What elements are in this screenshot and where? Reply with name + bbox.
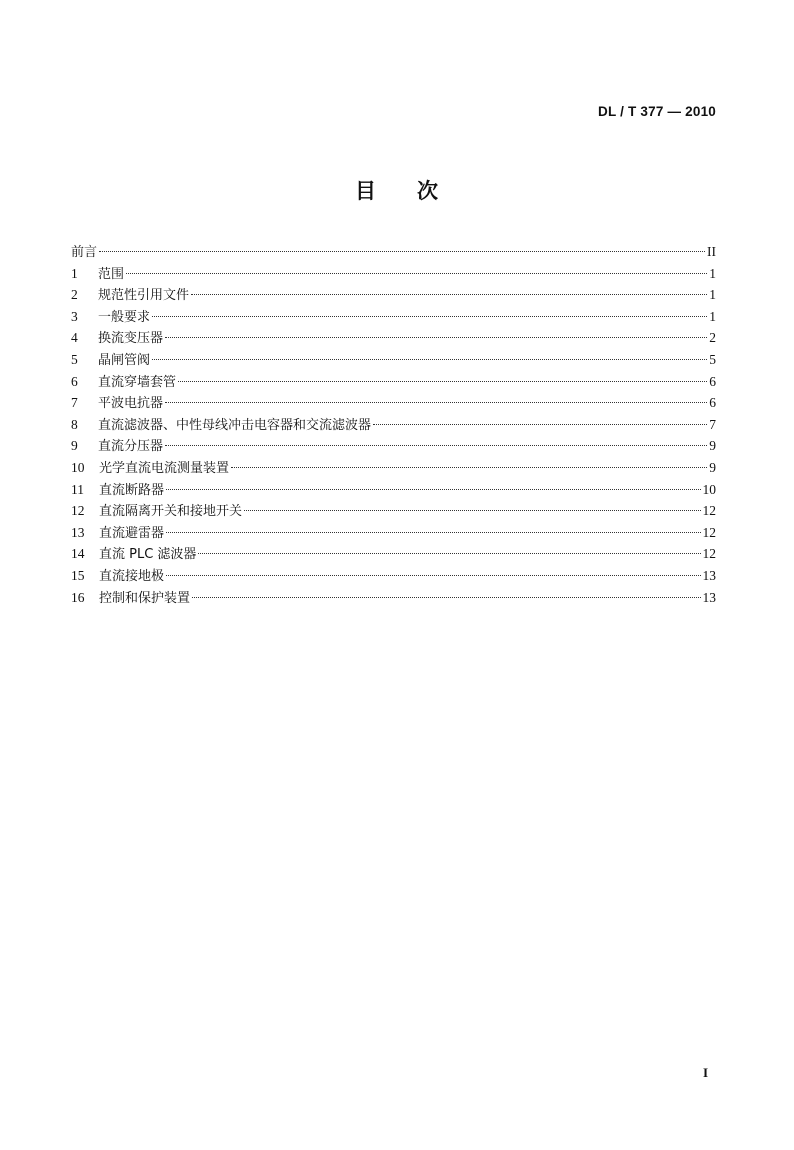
toc-entry-number: 4 — [71, 330, 78, 346]
toc-entry-page: 13 — [702, 567, 716, 583]
toc-entry-page: 9 — [709, 459, 716, 475]
toc-entry[interactable] — [71, 457, 716, 479]
toc-dot-leader — [165, 337, 707, 338]
toc-entry[interactable] — [71, 435, 716, 457]
toc-dot-leader — [126, 273, 707, 274]
toc-entry-label: 直流接地极 — [99, 568, 165, 584]
toc-entry-page: 1 — [709, 265, 716, 281]
toc-entry-number: 12 — [71, 503, 85, 519]
toc-entry-label: 直流分压器 — [98, 439, 164, 455]
document-code: DL / T 377 — 2010 — [598, 104, 716, 119]
toc-entry-label: 范围 — [98, 266, 125, 282]
toc-entry-page: 13 — [702, 589, 716, 605]
toc-dot-leader — [165, 402, 707, 403]
title-char-left: 目 — [355, 179, 377, 203]
toc-entry[interactable] — [71, 479, 716, 501]
toc-entry-number: 7 — [71, 395, 78, 411]
toc-entry-page: II — [707, 244, 716, 259]
toc-entry-number: 5 — [71, 351, 78, 367]
toc-entry-page: 1 — [709, 287, 716, 303]
toc-dot-leader — [166, 532, 700, 533]
page-title — [0, 175, 794, 205]
toc-entry-page: 2 — [709, 330, 716, 346]
toc-entry-label: 换流变压器 — [98, 331, 164, 347]
toc-entry[interactable] — [71, 241, 716, 263]
toc-entry-label: 直流断路器 — [99, 482, 165, 498]
toc-dot-leader — [99, 251, 705, 252]
toc-entry-number: 2 — [71, 287, 78, 303]
toc-dot-leader — [152, 316, 707, 317]
toc-entry[interactable] — [71, 392, 716, 414]
toc-entry-page: 1 — [709, 308, 716, 324]
toc-entry[interactable] — [71, 371, 716, 393]
toc-dot-leader — [244, 510, 700, 511]
toc-entry-number: 15 — [71, 567, 85, 583]
toc-dot-leader — [231, 467, 707, 468]
toc-entry[interactable] — [71, 414, 716, 436]
toc-entry-page: 5 — [709, 351, 716, 367]
toc-entry-page: 6 — [709, 373, 716, 389]
toc-entry-number: 3 — [71, 308, 78, 324]
toc-entry[interactable] — [71, 327, 716, 349]
toc-entry-number: 11 — [71, 481, 84, 497]
toc-entry-page: 12 — [702, 524, 716, 540]
toc-entry-page: 9 — [709, 438, 716, 454]
toc-entry-page: 6 — [709, 395, 716, 411]
toc-entry-label: 晶闸管阀 — [98, 352, 151, 368]
toc-dot-leader — [191, 294, 707, 295]
toc-entry-label: 光学直流电流测量装置 — [99, 460, 230, 476]
toc-entry-page: 7 — [709, 416, 716, 432]
toc-entry-number: 13 — [71, 524, 85, 540]
toc-dot-leader — [166, 575, 700, 576]
toc-dot-leader — [165, 445, 707, 446]
toc-entry-label: 直流滤波器、中性母线冲击电容器和交流滤波器 — [98, 417, 372, 433]
page-number: I — [702, 1065, 708, 1080]
toc-entry-label: 平波电抗器 — [98, 396, 164, 412]
toc-dot-leader — [373, 424, 707, 425]
toc-dot-leader — [198, 553, 700, 554]
toc-entry[interactable] — [71, 349, 716, 371]
toc-entry-number: 14 — [71, 546, 85, 562]
toc-entry-label: 一般要求 — [98, 309, 151, 325]
toc-entry-page: 10 — [702, 481, 716, 497]
toc-entry-label: 控制和保护装置 — [99, 590, 191, 606]
toc-entry-number: 16 — [71, 589, 85, 605]
toc-entry-number: 10 — [71, 459, 85, 475]
table-of-contents — [71, 241, 716, 608]
toc-dot-leader — [166, 489, 700, 490]
toc-entry[interactable] — [71, 565, 716, 587]
toc-entry-page: 12 — [702, 546, 716, 562]
toc-entry-number: 6 — [71, 373, 78, 389]
toc-dot-leader — [152, 359, 707, 360]
toc-entry[interactable] — [71, 587, 716, 609]
toc-entry-number: 8 — [71, 416, 78, 432]
toc-entry-label: 直流隔离开关和接地开关 — [99, 504, 243, 520]
toc-entry[interactable] — [71, 522, 716, 544]
toc-entry-label: 直流穿墙套管 — [98, 374, 177, 390]
toc-dot-leader — [192, 597, 700, 598]
toc-entry-label: 直流 PLC 滤波器 — [99, 547, 197, 563]
toc-entry-label: 规范性引用文件 — [98, 288, 190, 304]
toc-entry-number: 1 — [71, 265, 78, 281]
title-char-right: 次 — [417, 179, 439, 203]
toc-entry-label: 直流避雷器 — [99, 525, 165, 541]
toc-entry-number: 9 — [71, 438, 78, 454]
toc-entry[interactable] — [71, 306, 716, 328]
toc-entry[interactable] — [71, 500, 716, 522]
toc-entry-page: 12 — [702, 503, 716, 519]
toc-entry[interactable] — [71, 284, 716, 306]
toc-entry[interactable] — [71, 543, 716, 565]
toc-dot-leader — [178, 381, 707, 382]
toc-entry-label: 前言 — [71, 245, 98, 260]
toc-entry[interactable] — [71, 263, 716, 285]
